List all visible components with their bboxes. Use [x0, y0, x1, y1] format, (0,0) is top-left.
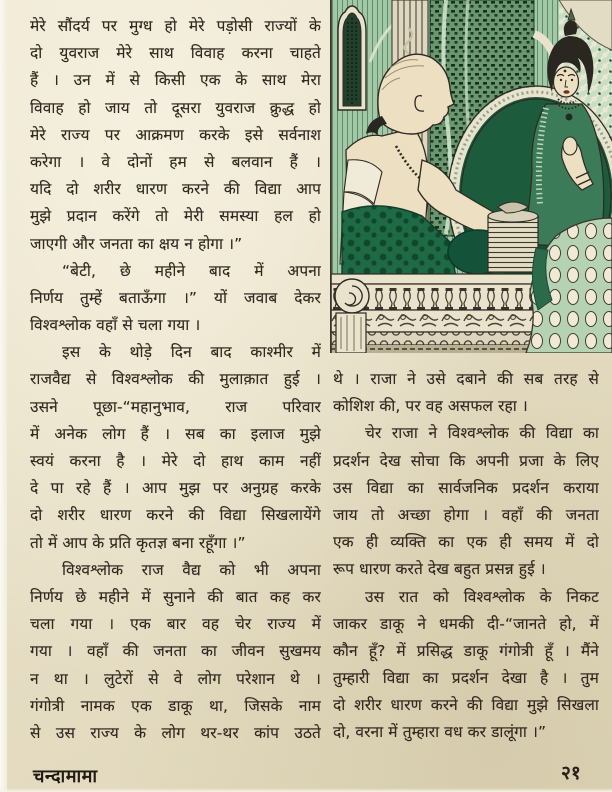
text-line: स्वयं करना है । मेरे दो हाथ काम नहीं [30, 452, 321, 470]
text-line: जाय तो अच्छा होगा । वहाँ की जनता [333, 505, 599, 524]
text-line: उसने पूछा-“महानुभाव, राज परिवार [30, 397, 321, 416]
text-line: एक ही व्यक्ति का एक ही समय में दो [333, 533, 599, 552]
illu-plate-edge [330, 0, 332, 353]
text-line: हैं । उन में से किसी एक के साथ मेरा [30, 71, 321, 90]
text-line: विश्वश्लोक वहाँ से चला गया । [30, 316, 201, 335]
text-line: राजवैद्य से विश्वश्लोक की मुलाक़ात हुई । [30, 370, 321, 389]
text-line: विश्वश्लोक राज वैद्य को भी अपना [62, 560, 321, 579]
text-line: गंगोत्री नामक एक डाकू था, जिसके नाम [30, 696, 321, 715]
text-line: दो शरीर धारण करने की विद्या सिखलायेंगे [30, 506, 321, 525]
illu-arched-niche [338, 6, 366, 110]
right-text-column [333, 366, 599, 747]
page-number: २१ [561, 762, 581, 784]
text-line: कौन हूँ? में प्रसिद्ध डाकू गंगोत्री हूँ । मैंने [333, 641, 599, 660]
text-line: उस रात को विश्वश्लोक के निकट [365, 587, 599, 606]
text-line: में अनेक लोग हैं । सब का इलाज मुझे [30, 424, 321, 443]
story-illustration-svg [330, 0, 612, 353]
text-line: जाकर डाकू ने धमकी दी-“जानते हो, में [333, 614, 599, 633]
text-line: विवाह हो जाय तो दूसरा युवराज क्रुद्ध हो [30, 98, 321, 117]
left-text-column [30, 13, 321, 747]
text-line: दो शरीर धारण करने की विद्या मुझे सिखला [333, 696, 599, 715]
text-line: दे पा रहे हैं । आप मुझ पर अनुग्रह करके [30, 479, 321, 498]
page-bottom-edge [0, 788, 612, 792]
text-line: न था । लुटेरों से वे लोग परेशान थे । [30, 669, 321, 688]
text-line: तुम्हारी विद्या का प्रदर्शन देखा है । तुम [333, 669, 599, 688]
text-line: करेगा । वे दोनों हम से बलवान हैं । [30, 152, 321, 171]
text-line: रूप धारण करते देख बहुत प्रसन्न हुई । [333, 560, 546, 579]
page-left-margin-edge [0, 0, 7, 792]
text-line: प्रदर्शन देख सोचा कि अपनी प्रजा के लिए [333, 451, 599, 470]
text-line: थे । राजा ने उसे दबाने की सब तरह से [333, 370, 599, 388]
text-line: उस विद्या का सार्वजनिक प्रदर्शन कराया [333, 478, 599, 497]
text-line: इस के थोड़े दिन बाद काश्मीर में [62, 343, 321, 362]
text-line: मुझे प्रदान करेंगे तो मेरी समस्या हल हो [30, 207, 321, 226]
text-line: जाएगी और जनता का क्षय न होगा ।” [30, 234, 243, 253]
text-line: से उस राज्य के लोग थर-थर कांप उठते [30, 723, 321, 742]
text-line: निर्णय छे महीने में सुनाने की बात कह कर [30, 587, 321, 606]
text-line: तो में आप के प्रति कृतज्ञ बना रहूँगा ।” [30, 533, 246, 552]
text-line: चेर राजा ने विश्वश्लोक की विद्या का [365, 424, 599, 443]
text-line: कोशिश की, पर वह असफल रहा । [333, 397, 528, 416]
text-line: मेरे सौंदर्य पर मुग्ध हो मेरे पड़ोसी राज्यों के [30, 17, 321, 35]
text-line: यदि दो शरीर धारण करने की विद्या आप [30, 180, 321, 199]
text-line: निर्णय तुम्हें बताऊँगा ।” यों जवाब देकर [30, 288, 321, 307]
magazine-title: चन्दामामा [33, 766, 98, 787]
text-line: “बेटी, छे महीने बाद में अपना [62, 261, 321, 280]
text-line: दो, वरना में तुम्हारा वध कर डालूंगा ।” [333, 723, 547, 742]
text-line: दो युवराज मेरे साथ विवाह करना चाहते [30, 44, 321, 63]
text-line: चला गया । एक बार वह चेर राज्य में [30, 615, 321, 634]
text-line: गया । वहाँ की जनता का जीवन सुखमय [30, 642, 321, 661]
text-line: मेरे राज्य पर आक्रमण करके इसे सर्वनाश [30, 125, 321, 144]
story-illustration [330, 0, 612, 353]
